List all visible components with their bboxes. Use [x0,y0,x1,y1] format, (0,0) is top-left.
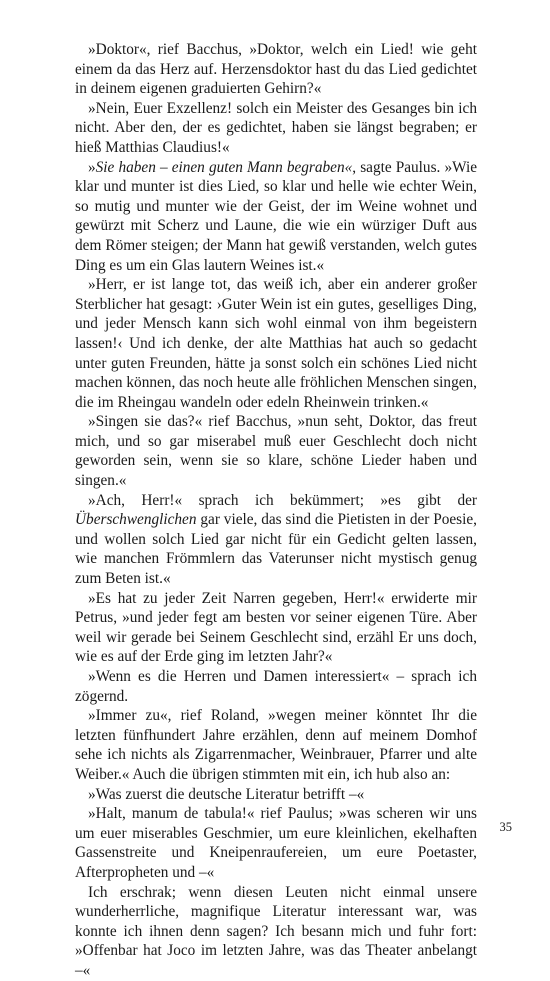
italic-phrase: Sie haben – einen guten Mann begraben« [95,158,353,176]
page-body [75,40,477,981]
paragraph: »Sie haben – einen guten Mann begraben«, sagte Paulus. »Wie klar und munter ist dies Lied, so klar und helle wie echter Wein, so mutig und munter wie der Geist, der im Weine wohnet und gewürzt mit Scherz und Laune, die wie ein würziger Duft aus dem Römer steigen; der Mann hat gewiß verstanden, welch gutes Ding es um ein Glas lautern Weines ist.« [75,158,477,274]
paragraph: »Halt, manum de tabula!« rief Paulus; »was scheren wir uns um euer miserables Geschmier, um eure kleinlichen, ekelhaften Gassenstreite und Kneipenraufereien, um eure Poetaster, Afterpropheten und –« [75,805,477,881]
paragraph: »Singen sie das?« rief Bacchus, »nun seht, Doktor, das freut mich, und so gar miserabel muß euer Geschlecht doch nicht geworden sein, wenn sie so klare, schöne Lieder haben und singen.« [75,413,477,490]
paragraph: »Immer zu«, rief Roland, »wegen meiner könntet Ihr die letzten fünfhundert Jahre erzählen, denn auf meinem Domhof sehe ich nichts als Zigarrenmacher, Weinbrauer, Pfarrer und alte Weiber.« Auch die übrigen stimmten mit ein, ich hub also an: [75,707,477,783]
paragraph: »Wenn es die Herren und Damen interessiert« – sprach ich zögernd. [75,668,477,705]
paragraph: »Herr, er ist lange tot, das weiß ich, aber ein anderer großer Sterblicher hat gesagt: ›Guter Wein ist ein gutes, geselliges Ding, und jeder Mensch kann sich wohl einmal von ihm begeistern lassen!‹ Und ich denke, der alte Matthias hat auch so gedacht unter guten Freunden, hätte ja sonst solch ein schönes Lied nicht machen können, das noch heute alle fröhlichen Menschen singen, die im Rheingau wandeln oder edeln Rheinwein trinken.« [75,276,477,411]
paragraph: »Nein, Euer Exzellenz! solch ein Meister des Gesanges bin ich nicht. Aber den, der es gedichtet, haben sie längst begraben; er hieß Matthias Claudius!« [75,99,477,156]
paragraph: »Doktor«, rief Bacchus, »Doktor, welch ein Lied! wie geht einem da das Herz auf. Herzensdoktor hast du das Lied gedichtet in deinem eigenen graduierten Gehirn?« [75,41,477,98]
paragraph: »Es hat zu jeder Zeit Narren gegeben, Herr!« erwiderte mir Petrus, »und jeder fegt am besten vor seiner eigenen Türe. Aber weil wir gerade bei Seinem Geschlecht sind, erzähl Er uns doch, wie es auf der Erde ging im letzten Jahr?« [75,589,477,666]
italic-phrase: Überschwenglichen [75,511,197,529]
paragraph: Ich erschrak; wenn diesen Leuten nicht einmal unsere wunderherrliche, magnifique Literatur interessant war, was konnte ich ihnen denn sagen? Ich besann mich und fuhr fort: »Offenbar hat Joco im letzten Jahre, was das Theater anbelangt –« [75,883,477,979]
page-number: 35 [499,820,512,834]
paragraph: »Was zuerst die deutsche Literatur betrifft –« [88,785,365,803]
paragraph: »Ach, Herr!« sprach ich bekümmert; »es gibt der Überschwenglichen gar viele, das sind die Pietisten in der Poesie, und wollen solch Lied gar nicht für ein Gedicht gelten lassen, wie manchen Frömmlern das Vaterunser nicht mystisch genug zum Beten ist.« [75,491,477,588]
